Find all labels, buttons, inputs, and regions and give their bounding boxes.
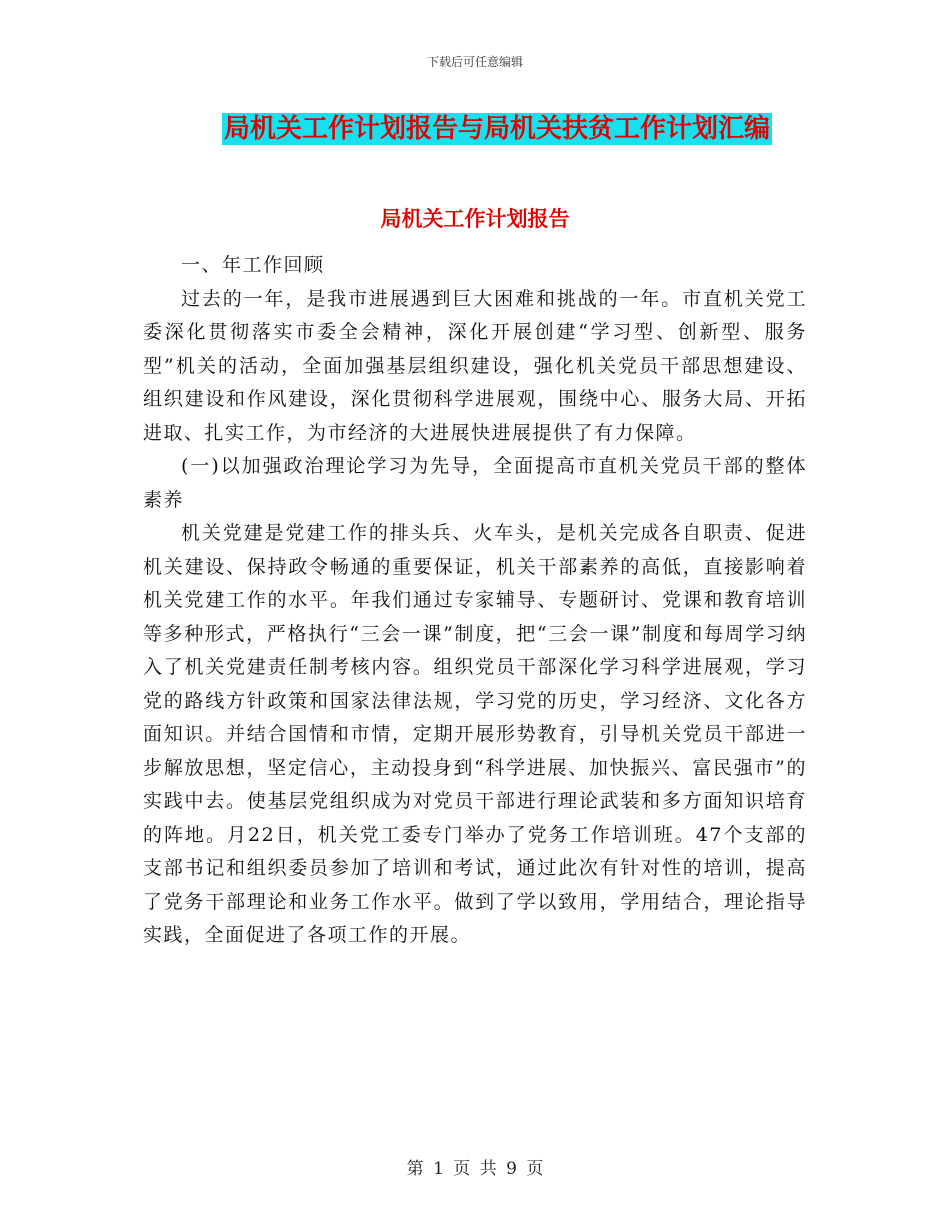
page-number: 第 1 页 共 9 页 [406,1159,544,1179]
paragraph-heading: 一、年工作回顾 [181,254,325,276]
paragraph: 机关党建是党建工作的排头兵、火车头，是机关完成各自职责、促进机关建设、保持政令畅通的重要保证，机关干部素养的高低，直接影响着机关党建工作的水平。年我们通过专家辅导、专题研讨、党课和教育培训等多种形式，严格执行“三会一课”制度，把“三会一课”制度和每周学习纳入了机关党建责任制考核内容。组织党员干部深化学习科学进展观，学习党的路线方针政策和国家法律法规，学习党的历史，学习经济、文化各方面知识。并结合国情和市情，定期开展形势教育，引导机关党员干部进一步解放思想，坚定信心，主动投身到“科学进展、加快振兴、富民强市”的实践中去。使基层党组织成为对党员干部进行理论武装和多方面知识培育的阵地。月22日，机关党工委专门举办了党务工作培训班。47个支部的支部书记和组织委员参加了培训和考试，通过此次有针对性的培训，提高了党务干部理论和业务工作水平。做到了学以致用，学用结合，理论指导实践，全面促进了各项工作的开展。 [143,522,807,946]
document-body [143,249,807,953]
paragraph-subheading: (一)以加强政治理论学习为先导，全面提高市直机关党员干部的整体素养 [143,455,807,511]
section-title: 局机关工作计划报告 [380,207,570,231]
paragraph: 过去的一年，是我市进展遇到巨大困难和挑战的一年。市直机关党工委深化贯彻落实市委全会精神，深化开展创建“学习型、创新型、服务型”机关的活动，全面加强基层组织建设，强化机关党员干部思想建设、组织建设和作风建设，深化贯彻科学进展观，围绕中心、服务大局、开拓进取、扎实工作，为市经济的大进展快进展提供了有力保障。 [143,287,807,444]
document-main-title: 局机关工作计划报告与局机关扶贫工作计划汇编 [224,114,771,144]
header-note: 下载后可任意编辑 [426,55,523,69]
